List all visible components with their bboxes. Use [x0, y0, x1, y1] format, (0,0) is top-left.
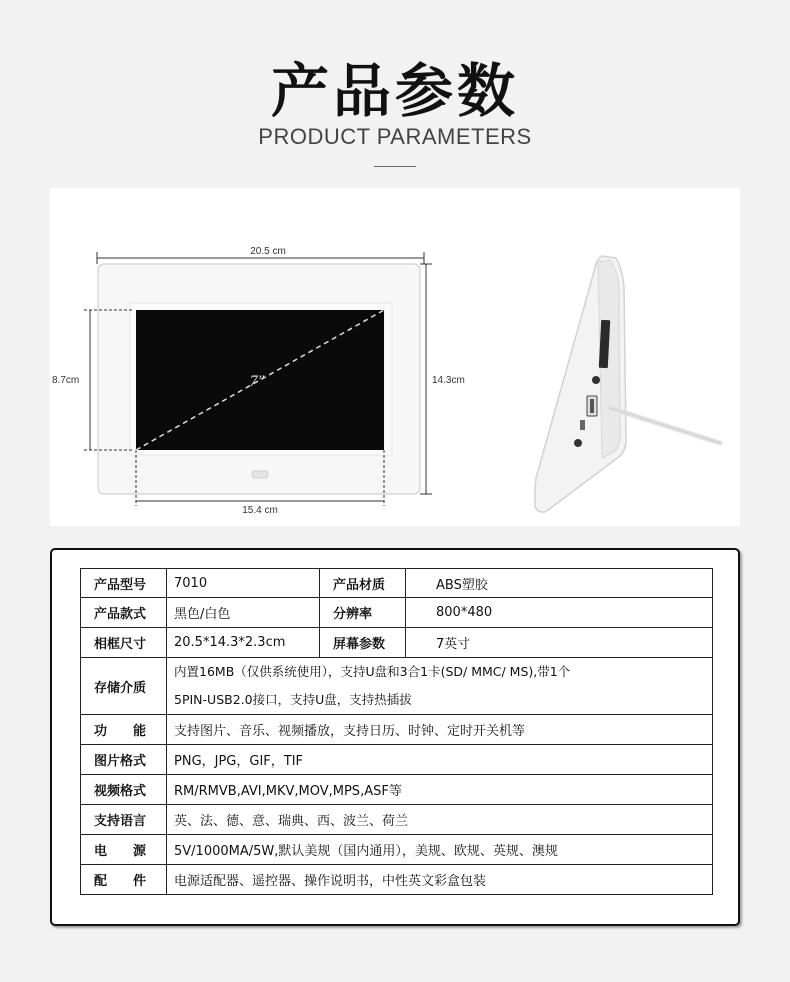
- spec-label: 产品材质: [320, 569, 406, 598]
- power-indicator: [252, 471, 268, 478]
- table-row: [81, 775, 713, 805]
- spec-label: 相框尺寸: [81, 628, 167, 658]
- screen-height-label: 8.7cm: [52, 375, 80, 386]
- table-row: [81, 745, 713, 775]
- product-photo-panel: [50, 188, 740, 526]
- spec-table: [80, 568, 713, 895]
- spec-label: 配 件: [81, 865, 167, 895]
- diagonal-label: 7": [249, 373, 265, 390]
- spec-value: PNG，JPG，GIF，TIF: [167, 745, 713, 775]
- spec-value: 电源适配器、遥控器、操作说明书，中性英文彩盒包装: [167, 865, 713, 895]
- table-row: [81, 658, 713, 715]
- spec-label: 存储介质: [81, 658, 167, 715]
- product-dimension-diagram: [50, 188, 740, 526]
- spec-value: 20.5*14.3*2.3cm: [167, 628, 320, 658]
- spec-label: 电 源: [81, 835, 167, 865]
- spec-value: 支持图片、音乐、视频播放，支持日历、时钟、定时开关机等: [167, 715, 713, 745]
- spec-value: 800*480: [406, 598, 713, 628]
- spec-label: 产品款式: [81, 598, 167, 628]
- spec-value: 5V/1000MA/5W,默认美规（国内通用），美规、欧规、英规、澳规: [167, 835, 713, 865]
- spec-label: 支持语言: [81, 805, 167, 835]
- spec-value: 黑色/白色: [167, 598, 320, 628]
- table-row: [81, 865, 713, 895]
- header: [0, 0, 790, 190]
- spec-value: 7英寸: [406, 628, 713, 658]
- height-label: 14.3cm: [432, 375, 465, 386]
- spec-label: 视频格式: [81, 775, 167, 805]
- page-subtitle: PRODUCT PARAMETERS: [258, 124, 532, 149]
- spec-label: 屏幕参数: [320, 628, 406, 658]
- table-row: [81, 805, 713, 835]
- screen-width-label: 15.4 cm: [242, 505, 278, 516]
- page-title: 产品参数: [270, 57, 519, 125]
- table-row: [81, 569, 713, 598]
- spec-label: 功 能: [81, 715, 167, 745]
- spec-value: 英、法、德、意、瑞典、西、波兰、荷兰: [167, 805, 713, 835]
- width-label: 20.5 cm: [250, 246, 286, 257]
- table-row: [81, 715, 713, 745]
- table-row: [81, 598, 713, 628]
- photo-frame-side-view: [535, 256, 720, 512]
- spec-value: [167, 658, 713, 715]
- spec-label: 图片格式: [81, 745, 167, 775]
- spec-label: 产品型号: [81, 569, 167, 598]
- title-divider: [374, 166, 416, 167]
- spec-table-card: [50, 548, 740, 926]
- spec-label: 分辨率: [320, 598, 406, 628]
- table-row: [81, 628, 713, 658]
- spec-value: ABS塑胶: [406, 569, 713, 598]
- spec-value-line: 5PIN-USB2.0接口，支持U盘，支持热插拔: [174, 692, 412, 707]
- table-row: [81, 835, 713, 865]
- spec-value: 7010: [167, 569, 320, 598]
- spec-value: RM/RMVB,AVI,MKV,MOV,MPS,ASF等: [167, 775, 713, 805]
- spec-value-line: 内置16MB（仅供系统使用），支持U盘和3合1卡(SD/ MMC/ MS),带1个: [174, 664, 571, 679]
